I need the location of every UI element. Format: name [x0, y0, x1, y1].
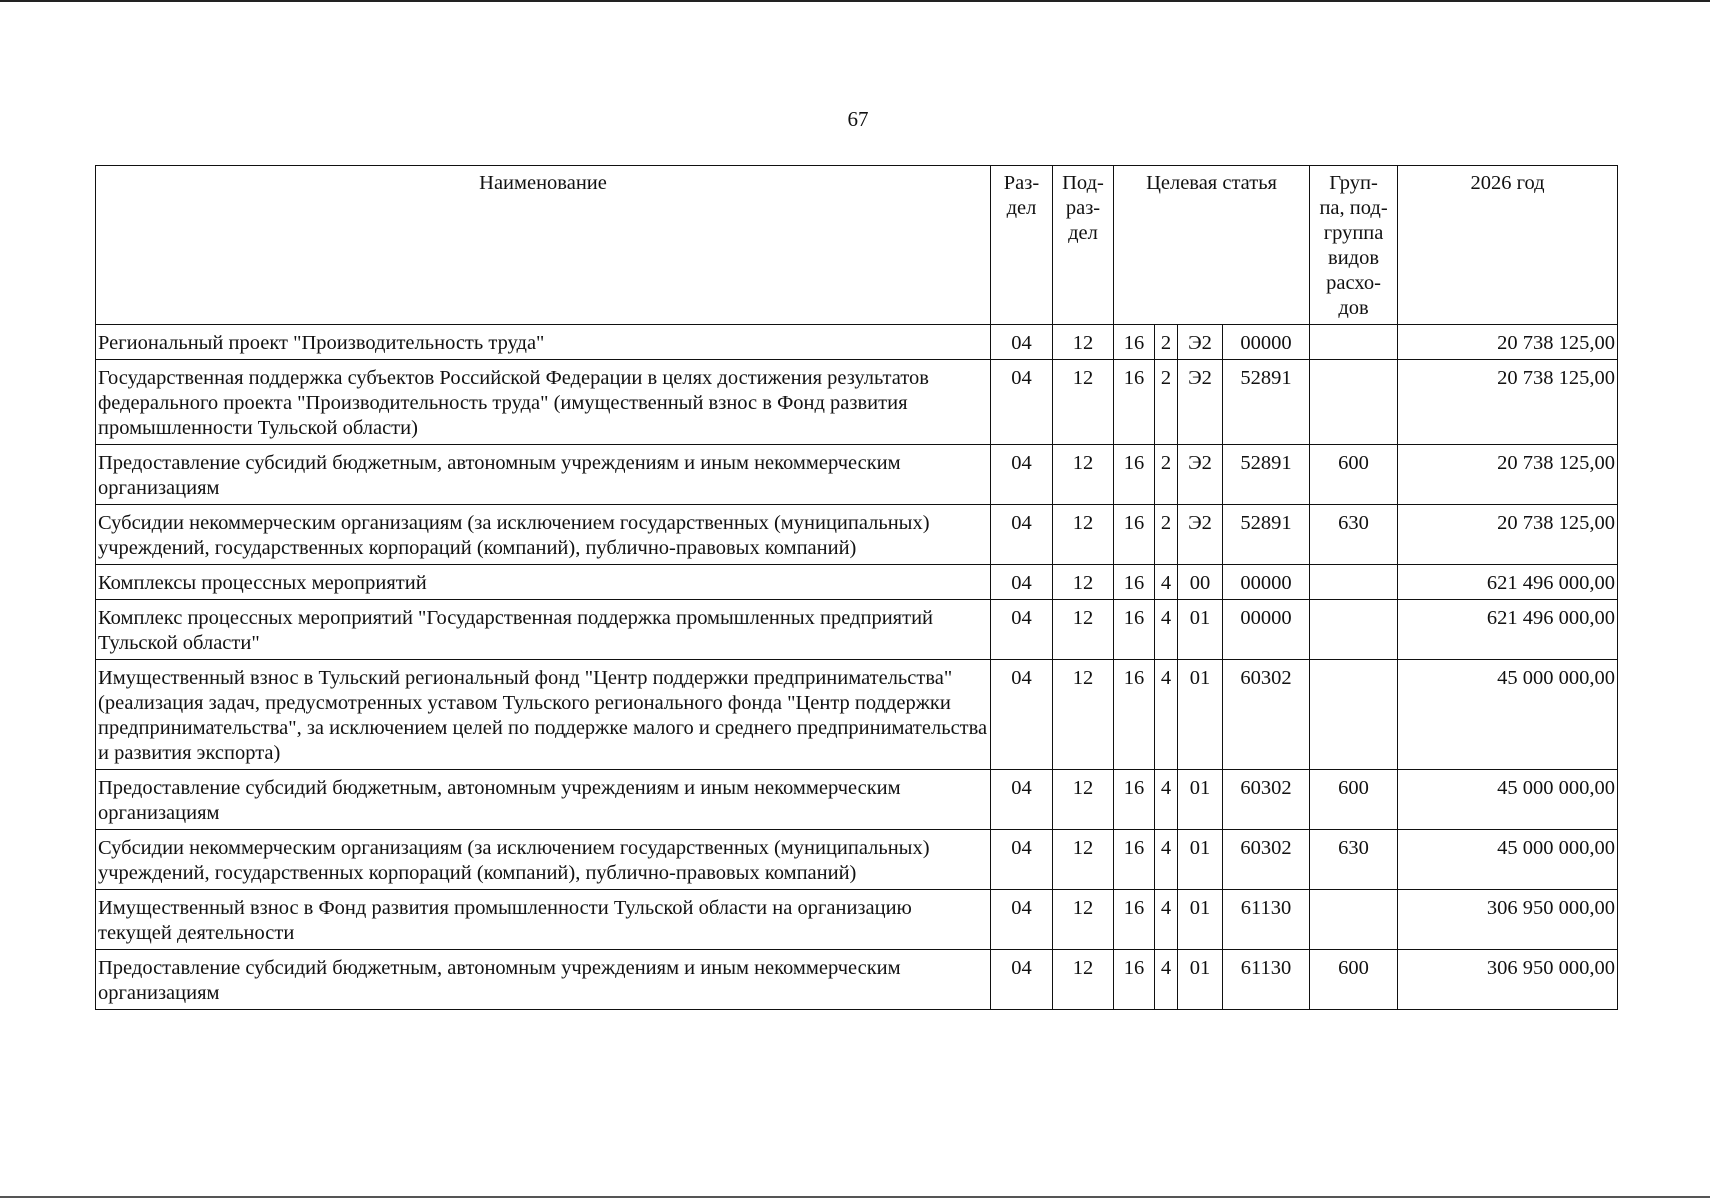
row-amount: 306 950 000,00 — [1398, 890, 1618, 950]
row-amount: 621 496 000,00 — [1398, 600, 1618, 660]
row-section: 04 — [991, 660, 1053, 770]
row-target-type: 4 — [1155, 890, 1178, 950]
header-subsection: Под- раз- дел — [1053, 166, 1114, 325]
row-subsection: 12 — [1053, 770, 1114, 830]
row-target-project: 01 — [1178, 830, 1223, 890]
row-subsection: 12 — [1053, 660, 1114, 770]
row-target-project: Э2 — [1178, 325, 1223, 360]
row-name: Имущественный взнос в Тульский региональный фонд "Центр поддержки предпринимательства" (реализация задач, предусмотренных уставом Тульского регионального фонда "Центр поддержки предпринимательства", за исключением целей по поддержке малого и среднего предпринимательства и развития экспорта) — [96, 660, 991, 770]
table-row — [96, 950, 1618, 1010]
budget-table — [95, 165, 1618, 1010]
row-target-program: 16 — [1114, 565, 1155, 600]
row-amount: 45 000 000,00 — [1398, 660, 1618, 770]
row-expense-group: 630 — [1310, 505, 1398, 565]
row-target-program: 16 — [1114, 600, 1155, 660]
row-name: Государственная поддержка субъектов Российской Федерации в целях достижения результатов федерального проекта "Производительность труда" (имущественный взнос в Фонд развития промышленности Тульской области) — [96, 360, 991, 445]
row-target-type: 2 — [1155, 445, 1178, 505]
row-section: 04 — [991, 770, 1053, 830]
row-subsection: 12 — [1053, 830, 1114, 890]
row-target-direction: 00000 — [1223, 600, 1310, 660]
row-section: 04 — [991, 890, 1053, 950]
row-expense-group — [1310, 660, 1398, 770]
row-amount: 20 738 125,00 — [1398, 445, 1618, 505]
page-bottom-edge — [0, 1196, 1710, 1198]
row-target-type: 2 — [1155, 360, 1178, 445]
row-target-direction: 00000 — [1223, 325, 1310, 360]
row-amount: 45 000 000,00 — [1398, 770, 1618, 830]
table-row — [96, 770, 1618, 830]
header-section: Раз- дел — [991, 166, 1053, 325]
row-target-direction: 00000 — [1223, 565, 1310, 600]
row-name: Субсидии некоммерческим организациям (за исключением государственных (муниципальных) учреждений, государственных корпораций (компаний), публично-правовых компаний) — [96, 505, 991, 565]
row-target-project: 01 — [1178, 950, 1223, 1010]
row-amount: 621 496 000,00 — [1398, 565, 1618, 600]
row-name: Комплекс процессных мероприятий "Государственная поддержка промышленных предприятий Тульской области" — [96, 600, 991, 660]
row-expense-group: 630 — [1310, 830, 1398, 890]
table-row — [96, 505, 1618, 565]
row-target-project: 01 — [1178, 770, 1223, 830]
row-name: Субсидии некоммерческим организациям (за исключением государственных (муниципальных) учреждений, государственных корпораций (компаний), публично-правовых компаний) — [96, 830, 991, 890]
row-target-program: 16 — [1114, 660, 1155, 770]
row-target-type: 4 — [1155, 830, 1178, 890]
row-target-direction: 52891 — [1223, 360, 1310, 445]
row-expense-group — [1310, 890, 1398, 950]
row-target-program: 16 — [1114, 325, 1155, 360]
row-section: 04 — [991, 360, 1053, 445]
table-row — [96, 325, 1618, 360]
row-expense-group — [1310, 360, 1398, 445]
row-section: 04 — [991, 950, 1053, 1010]
row-subsection: 12 — [1053, 325, 1114, 360]
table-row — [96, 360, 1618, 445]
page-number: 67 — [847, 107, 869, 131]
row-expense-group — [1310, 600, 1398, 660]
row-amount: 20 738 125,00 — [1398, 505, 1618, 565]
row-target-direction: 52891 — [1223, 505, 1310, 565]
row-target-project: 01 — [1178, 600, 1223, 660]
row-target-type: 4 — [1155, 565, 1178, 600]
row-target-project: 00 — [1178, 565, 1223, 600]
table-row — [96, 830, 1618, 890]
row-target-direction: 60302 — [1223, 770, 1310, 830]
row-subsection: 12 — [1053, 950, 1114, 1010]
row-subsection: 12 — [1053, 890, 1114, 950]
table-row — [96, 660, 1618, 770]
row-target-direction: 60302 — [1223, 830, 1310, 890]
table-body — [96, 325, 1618, 1010]
row-target-program: 16 — [1114, 890, 1155, 950]
row-target-program: 16 — [1114, 830, 1155, 890]
row-expense-group: 600 — [1310, 445, 1398, 505]
row-subsection: 12 — [1053, 600, 1114, 660]
row-amount: 20 738 125,00 — [1398, 360, 1618, 445]
row-section: 04 — [991, 830, 1053, 890]
row-target-program: 16 — [1114, 445, 1155, 505]
row-subsection: 12 — [1053, 505, 1114, 565]
row-target-program: 16 — [1114, 950, 1155, 1010]
header-year: 2026 год — [1398, 166, 1618, 325]
row-name: Предоставление субсидий бюджетным, автономным учреждениям и иным некоммерческим организациям — [96, 770, 991, 830]
header-expense-group: Груп- па, под- группа видов расхо- дов — [1310, 166, 1398, 325]
row-name: Региональный проект "Производительность труда" — [96, 325, 991, 360]
row-subsection: 12 — [1053, 565, 1114, 600]
row-target-direction: 60302 — [1223, 660, 1310, 770]
row-target-project: Э2 — [1178, 505, 1223, 565]
row-amount: 20 738 125,00 — [1398, 325, 1618, 360]
row-amount: 45 000 000,00 — [1398, 830, 1618, 890]
row-target-type: 4 — [1155, 770, 1178, 830]
table-header-row — [96, 166, 1618, 325]
row-amount: 306 950 000,00 — [1398, 950, 1618, 1010]
table-row — [96, 445, 1618, 505]
page-top-edge — [0, 0, 1710, 2]
row-section: 04 — [991, 505, 1053, 565]
table-row — [96, 890, 1618, 950]
row-target-direction: 61130 — [1223, 950, 1310, 1010]
row-target-type: 4 — [1155, 660, 1178, 770]
row-expense-group — [1310, 325, 1398, 360]
row-target-type: 4 — [1155, 600, 1178, 660]
row-target-direction: 52891 — [1223, 445, 1310, 505]
row-section: 04 — [991, 325, 1053, 360]
row-target-direction: 61130 — [1223, 890, 1310, 950]
row-target-program: 16 — [1114, 360, 1155, 445]
row-name: Предоставление субсидий бюджетным, автономным учреждениям и иным некоммерческим организациям — [96, 950, 991, 1010]
row-target-type: 2 — [1155, 505, 1178, 565]
row-section: 04 — [991, 565, 1053, 600]
row-target-type: 4 — [1155, 950, 1178, 1010]
row-target-project: 01 — [1178, 890, 1223, 950]
row-target-project: 01 — [1178, 660, 1223, 770]
row-target-project: Э2 — [1178, 445, 1223, 505]
row-expense-group: 600 — [1310, 770, 1398, 830]
row-name: Имущественный взнос в Фонд развития промышленности Тульской области на организацию текущей деятельности — [96, 890, 991, 950]
row-expense-group: 600 — [1310, 950, 1398, 1010]
row-expense-group — [1310, 565, 1398, 600]
row-section: 04 — [991, 600, 1053, 660]
row-target-program: 16 — [1114, 770, 1155, 830]
row-subsection: 12 — [1053, 360, 1114, 445]
table-row — [96, 565, 1618, 600]
row-name: Предоставление субсидий бюджетным, автономным учреждениям и иным некоммерческим организациям — [96, 445, 991, 505]
row-name: Комплексы процессных мероприятий — [96, 565, 991, 600]
row-target-project: Э2 — [1178, 360, 1223, 445]
row-section: 04 — [991, 445, 1053, 505]
table-row — [96, 600, 1618, 660]
header-target-article: Целевая статья — [1114, 166, 1310, 325]
row-target-program: 16 — [1114, 505, 1155, 565]
header-name: Наименование — [96, 166, 991, 325]
row-target-type: 2 — [1155, 325, 1178, 360]
row-subsection: 12 — [1053, 445, 1114, 505]
